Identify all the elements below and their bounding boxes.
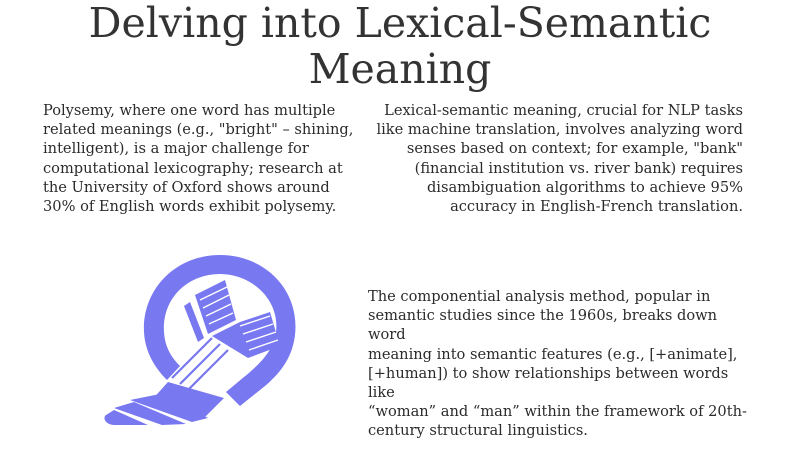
paragraph-lexical-semantic: Lexical-semantic meaning, crucial for NLP tasks like machine translation, involves analyzing word senses based on context; for example, "bank" (financial institution vs. river bank) requires disambiguation algorithms to achieve 95% accuracy in English-French translation. — [376, 102, 743, 216]
paragraph-polysemy: Polysemy, where one word has multiple related meanings (e.g., "bright" – shining, intelligent), is a major challenge for computational lexicography; research at the University of Oxford shows around 30% of English words exhibit polysemy. — [43, 102, 354, 216]
lightbulb-book-icon — [100, 250, 310, 425]
slide-title: Delving into Lexical-Semantic Meaning — [88, 0, 712, 93]
paragraph-componential-analysis: The componential analysis method, popular in semantic studies since the 1960s, breaks down word meaning into semantic features (e.g., [+animate], [+human]) to show relationships between words like “woman” and “man” within the framework of 20th- century structural linguistics. — [368, 288, 747, 440]
